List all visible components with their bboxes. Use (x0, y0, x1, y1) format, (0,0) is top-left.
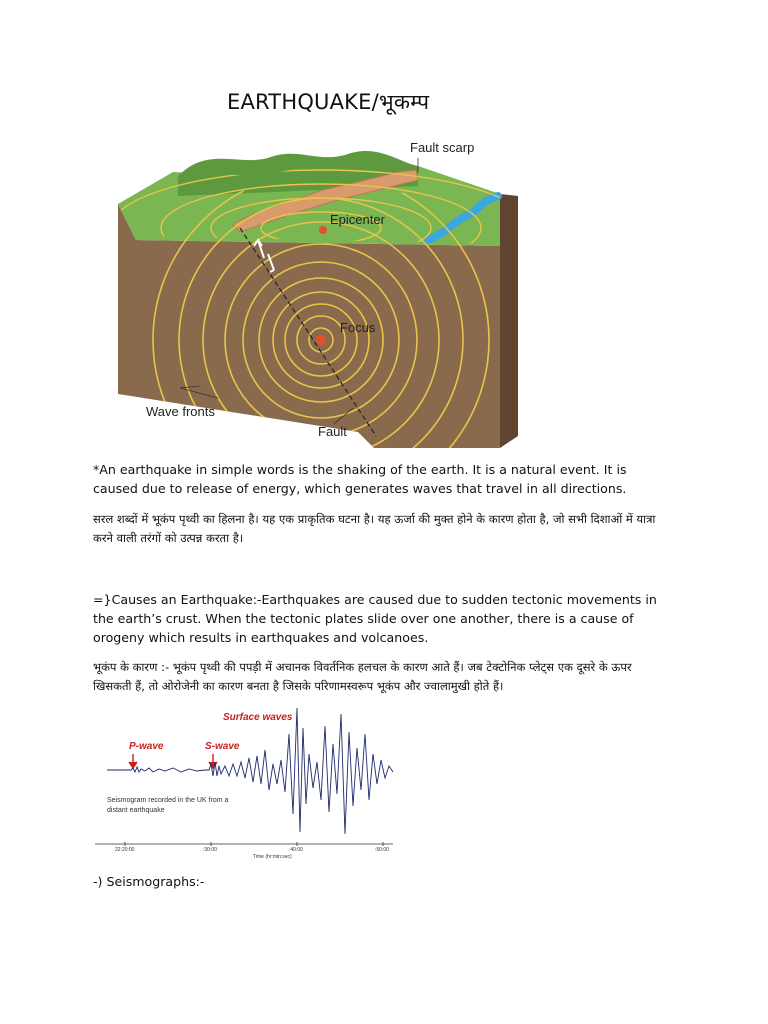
earth-side-face (500, 194, 518, 448)
intro-hindi-paragraph: सरल शब्दों में भूकंप पृथ्वी का हिलना है। यह एक प्राकृतिक घटना है। यह ऊर्जा की मुक्त होने के कारण होता है, जो सभी दिशाओं में यात्रा करने वाली तरंगों को उत्पन्न करता है। (93, 512, 656, 545)
caption-line-1: Seismogram recorded in the UK from a (107, 797, 229, 804)
seismographs-heading: -) Seismographs:- (93, 874, 205, 889)
surface-waves-label: Surface waves (223, 712, 293, 723)
earthquake-diagram (118, 136, 518, 454)
tick-label-3: :50:00 (375, 847, 389, 853)
caption-line-2: distant earthquake (107, 807, 165, 814)
tick-label-1: :30:00 (203, 847, 217, 853)
seismogram-figure (93, 704, 397, 860)
label-fault: Fault (318, 424, 347, 439)
label-fault-scarp: Fault scarp (410, 140, 475, 155)
p-wave-arrow (129, 754, 137, 768)
p-wave-label: P-wave (129, 741, 164, 752)
causes-hindi-paragraph: भूकंप के कारण :- भूकंप पृथ्वी की पपड़ी में अचानक विवर्तनिक हलचल के कारण आते हैं। जब टेक्टोनिक प्लेट्स एक दूसरे के ऊपर खिसकती हैं, तो ओरोजेनी का कारण बनता है जिसके परिणामस्वरूप भूकंप और ज्वालामुखी होते हैं। (93, 660, 632, 693)
label-wave-fronts: Wave fronts (146, 404, 215, 419)
label-epicenter: Epicenter (330, 212, 385, 227)
axis-label: Time (hr:min:sec) (253, 854, 292, 860)
focus-dot (316, 335, 326, 345)
epicenter-dot (319, 226, 327, 234)
page-title: EARTHQUAKE/भूकम्प (227, 90, 430, 114)
s-wave-label: S-wave (205, 741, 240, 752)
causes-english-paragraph: =}Causes an Earthquake:-Earthquakes are caused due to sudden tectonic movements in the earth’s crust. When the tectonic plates slide over one another, there is a cause of orogeny which results in earthquakes and volcanoes. (93, 592, 657, 645)
intro-english-paragraph: *An earthquake in simple words is the shaking of the earth. It is a natural event. It is caused due to release of energy, which generates waves that travel in all directions. (93, 462, 627, 496)
tick-label-2: :40:00 (289, 847, 303, 853)
label-focus: Focus (340, 320, 376, 335)
seismogram-trace (107, 708, 393, 834)
tick-label-0: 22:20:00 (115, 847, 135, 853)
